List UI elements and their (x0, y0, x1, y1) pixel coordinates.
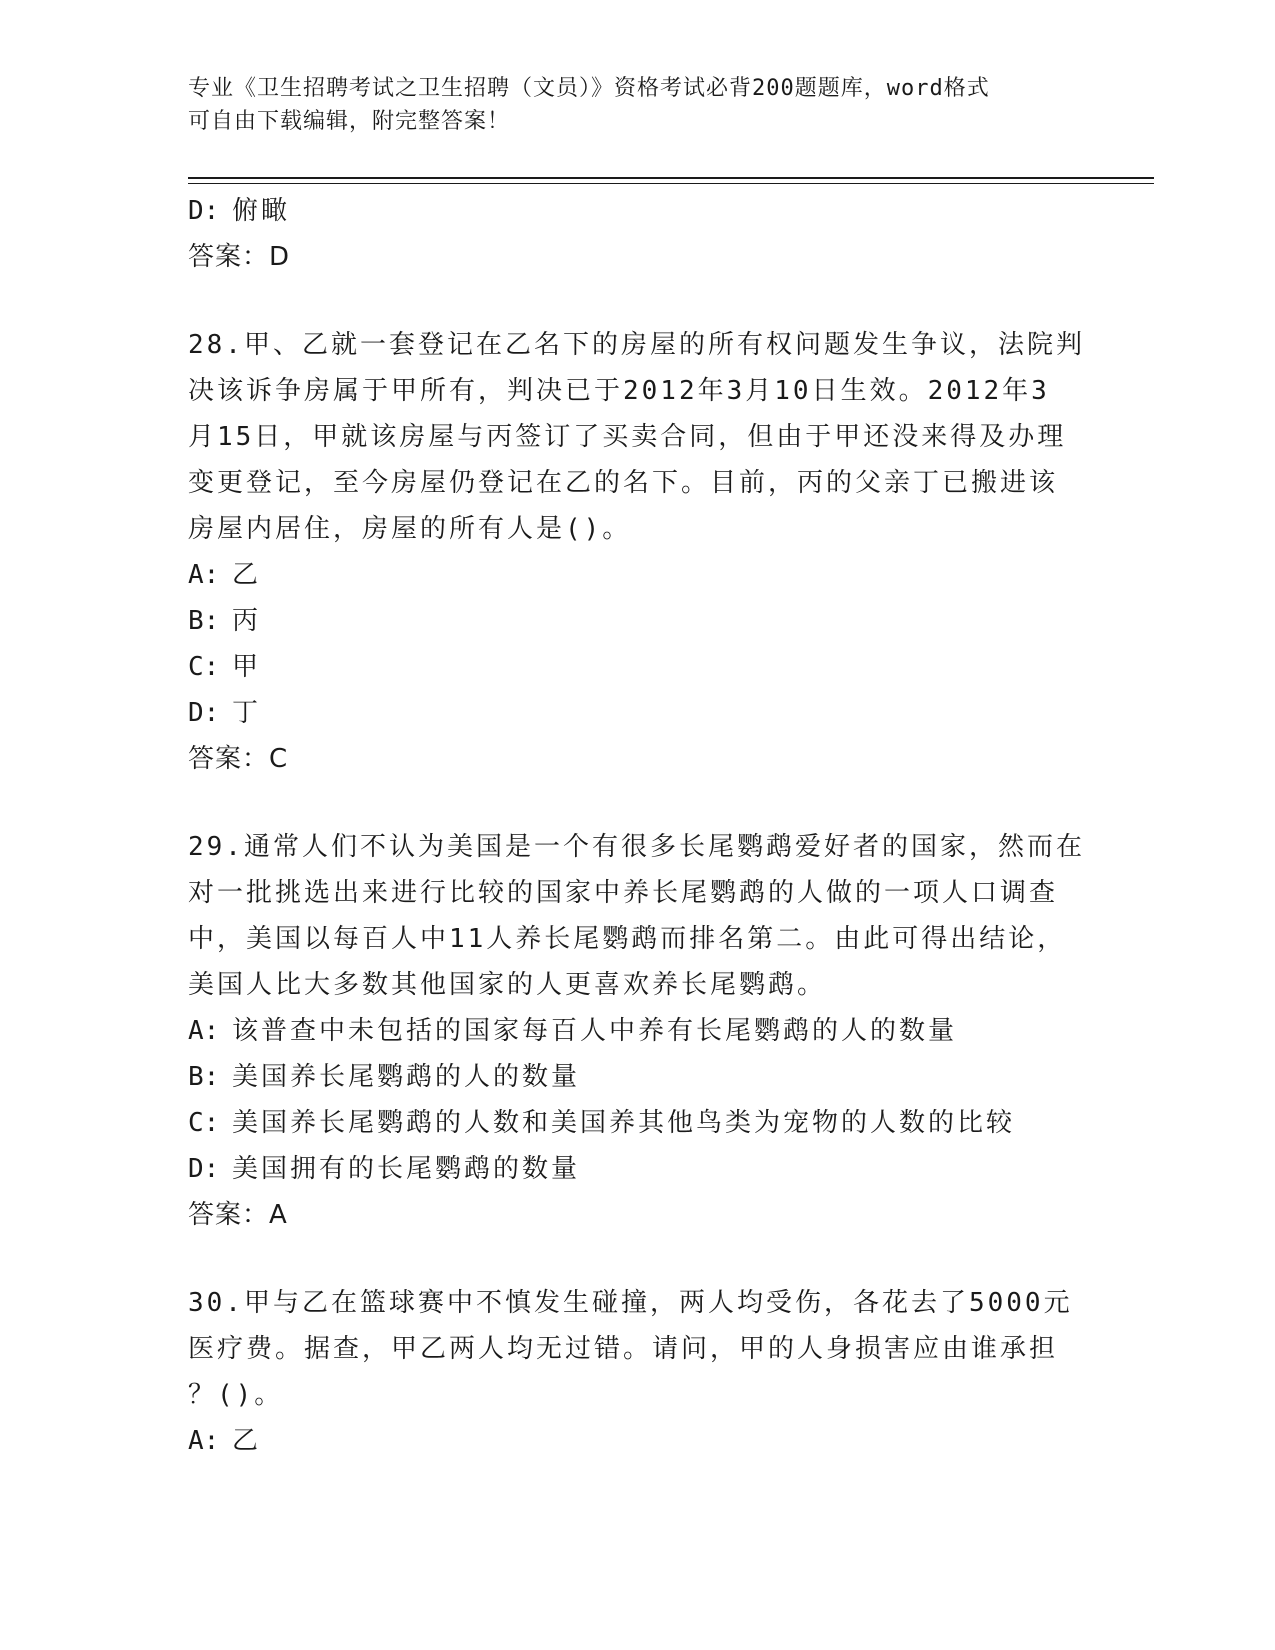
option-c (188, 644, 1068, 690)
question-text-line: 决该诉争房属于甲所有，判决已于2012年3月10日生效。2012年3 (188, 376, 1050, 406)
option-letter: D: (188, 1154, 220, 1184)
option-text: 丁 (232, 698, 262, 728)
option-text: 美国养长尾鹦鹉的人数和美国养其他鸟类为宠物的人数的比较 (232, 1108, 1016, 1138)
option-letter: A: (188, 560, 220, 590)
option-letter: B: (188, 1062, 220, 1092)
option-text: 甲 (232, 652, 262, 682)
option-letter: C: (188, 1108, 220, 1138)
option-text: 乙 (232, 1426, 262, 1456)
option-c (188, 1100, 1068, 1146)
header-line-1: 专业《卫生招聘考试之卫生招聘（文员）》资格考试必背200题题库，word格式 (188, 76, 990, 101)
option-d (188, 1146, 1068, 1192)
question-text-line: 30.甲与乙在篮球赛中不慎发生碰撞，两人均受伤，各花去了5000元 (188, 1288, 1073, 1318)
question-28 (188, 322, 1085, 782)
option-text: 俯瞰 (232, 196, 291, 226)
option-letter: B: (188, 606, 220, 636)
answer-line: 答案：D (188, 242, 291, 272)
option-a (188, 1008, 1068, 1054)
question-text-line: 对一批挑选出来进行比较的国家中养长尾鹦鹉的人做的一项人口调查 (188, 878, 1059, 908)
header-divider-thin (188, 183, 1154, 184)
option-text: 乙 (232, 560, 262, 590)
question-29 (188, 824, 1085, 1238)
option-letter: A: (188, 1426, 220, 1456)
question-text-line: 29.通常人们不认为美国是一个有很多长尾鹦鹉爱好者的国家，然而在 (188, 832, 1085, 862)
question-30 (188, 1280, 1073, 1464)
question-text-line: 月15日，甲就该房屋与丙签订了买卖合同，但由于甲还没来得及办理 (188, 422, 1067, 452)
option-letter: A: (188, 1016, 220, 1046)
header-divider-thick (188, 177, 1154, 179)
answer-line: 答案：A (188, 1200, 288, 1230)
question-text-line: 中，美国以每百人中11人养长尾鹦鹉而排名第二。由此可得出结论， (188, 924, 1067, 954)
option-d (188, 188, 1068, 234)
option-text: 美国拥有的长尾鹦鹉的数量 (232, 1154, 581, 1184)
question-text-line: 变更登记，至今房屋仍登记在乙的名下。目前，丙的父亲丁已搬进该 (188, 468, 1059, 498)
document-header (188, 72, 1068, 138)
option-a (188, 1418, 1068, 1464)
option-text: 美国养长尾鹦鹉的人的数量 (232, 1062, 581, 1092)
option-b (188, 1054, 1068, 1100)
question-list (188, 188, 1085, 1464)
option-letter: C: (188, 652, 220, 682)
header-line-2: 可自由下载编辑，附完整答案！ (188, 109, 511, 134)
question-text-line: 美国人比大多数其他国家的人更喜欢养长尾鹦鹉。 (188, 970, 827, 1000)
answer-line: 答案：C (188, 744, 289, 774)
question-text-line: 房屋内居住，房屋的所有人是()。 (188, 514, 632, 544)
option-text: 丙 (232, 606, 262, 636)
question-text-line: ？()。 (188, 1380, 284, 1410)
option-letter: D: (188, 196, 220, 226)
option-d (188, 690, 1068, 736)
option-text: 该普查中未包括的国家每百人中养有长尾鹦鹉的人的数量 (232, 1016, 958, 1046)
option-a (188, 552, 1068, 598)
question-text-line: 医疗费。据查，甲乙两人均无过错。请问，甲的人身损害应由谁承担 (188, 1334, 1059, 1364)
question-text-line: 28.甲、乙就一套登记在乙名下的房屋的所有权问题发生争议，法院判 (188, 330, 1085, 360)
option-letter: D: (188, 698, 220, 728)
option-b (188, 598, 1068, 644)
